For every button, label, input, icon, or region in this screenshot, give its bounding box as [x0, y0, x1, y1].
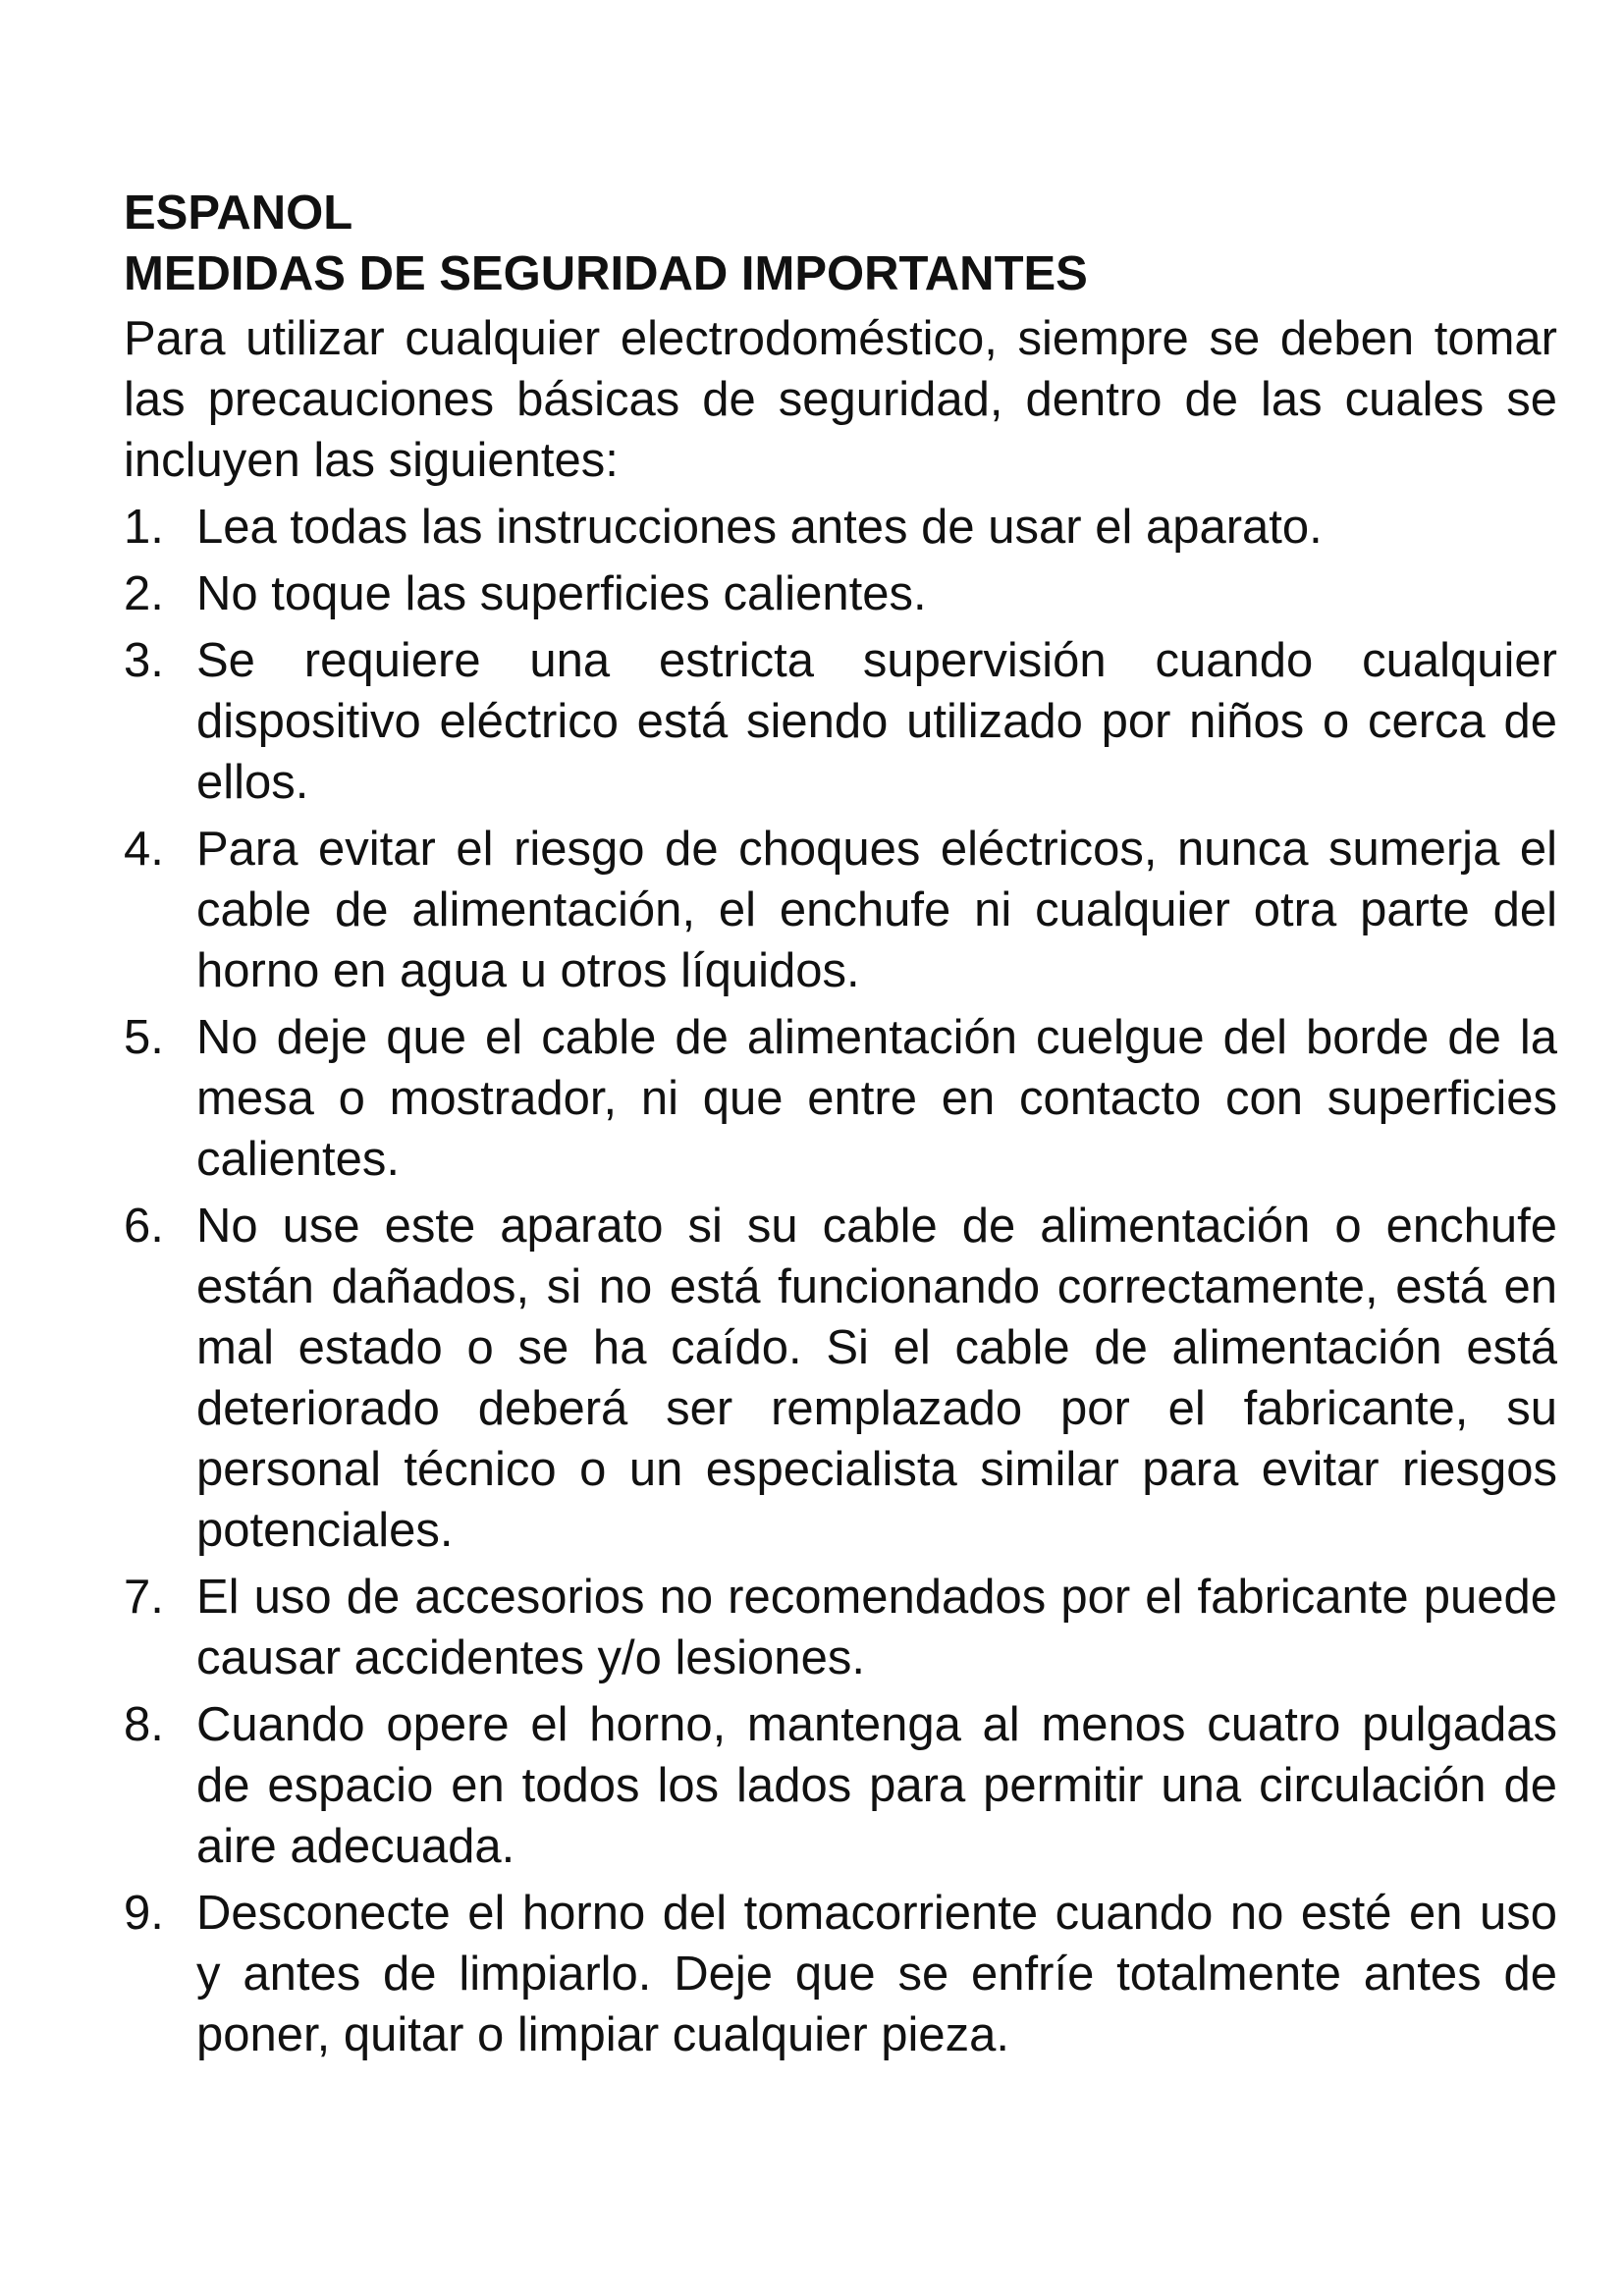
- intro-paragraph: Para utilizar cualquier electrodoméstico, siempre se deben tomar las precauciones básicas de seguridad, dentro de las cuales se incluyen las siguientes:: [124, 312, 1557, 487]
- rule-text: Cuando opere el horno, mantenga al menos cuatro pulgadas de espacio en todos los lados para permitir una circulación de aire adecuada.: [196, 1698, 1557, 1873]
- rule-item-1: [124, 497, 1557, 558]
- rule-item-2: [124, 563, 1557, 624]
- rule-text: Se requiere una estricta supervisión cuando cualquier dispositivo eléctrico está siendo utilizado por niños o cerca de ellos.: [196, 634, 1557, 809]
- rule-text: Desconecte el horno del tomacorriente cuando no esté en uso y antes de limpiarlo. Deje que se enfríe totalmente antes de poner, quitar o limpiar cualquier pieza.: [196, 1887, 1557, 2061]
- rule-text: No toque las superficies calientes.: [196, 567, 927, 620]
- rule-number: 8.: [124, 1698, 164, 1751]
- section-title: MEDIDAS DE SEGURIDAD IMPORTANTES: [124, 247, 1088, 300]
- rule-item-3: [124, 630, 1557, 813]
- rule-text: No deje que el cable de alimentación cuelgue del borde de la mesa o mostrador, ni que entre en contacto con superficies calientes.: [196, 1011, 1557, 1186]
- rule-number: 1.: [124, 501, 164, 554]
- rule-text: Lea todas las instrucciones antes de usar el aparato.: [196, 501, 1323, 554]
- rule-text: El uso de accesorios no recomendados por el fabricante puede causar accidentes y/o lesiones.: [196, 1571, 1557, 1684]
- rule-item-4: [124, 819, 1557, 1001]
- rule-item-9: [124, 1883, 1557, 2065]
- document-page: [124, 183, 1557, 2071]
- rule-text: Para evitar el riesgo de choques eléctricos, nunca sumerja el cable de alimentación, el enchufe ni cualquier otra parte del horno en agua u otros líquidos.: [196, 823, 1557, 997]
- language-heading: ESPANOL: [124, 187, 353, 240]
- safety-rules-list: [124, 497, 1557, 2065]
- rule-number: 5.: [124, 1011, 164, 1064]
- rule-number: 2.: [124, 567, 164, 620]
- rule-number: 6.: [124, 1200, 164, 1253]
- rule-item-5: [124, 1007, 1557, 1190]
- rule-item-8: [124, 1694, 1557, 1877]
- rule-number: 3.: [124, 634, 164, 687]
- rule-number: 9.: [124, 1887, 164, 1940]
- rule-item-7: [124, 1567, 1557, 1688]
- rule-number: 4.: [124, 823, 164, 876]
- rule-number: 7.: [124, 1571, 164, 1624]
- rule-text: No use este aparato si su cable de alimentación o enchufe están dañados, si no está funcionando correctamente, está en mal estado o se ha caído. Si el cable de alimentación está deteriorado deberá ser remplazado por el fabricante, su personal técnico o un especialista similar para evitar riesgos potenciales.: [196, 1200, 1557, 1557]
- rule-item-6: [124, 1196, 1557, 1561]
